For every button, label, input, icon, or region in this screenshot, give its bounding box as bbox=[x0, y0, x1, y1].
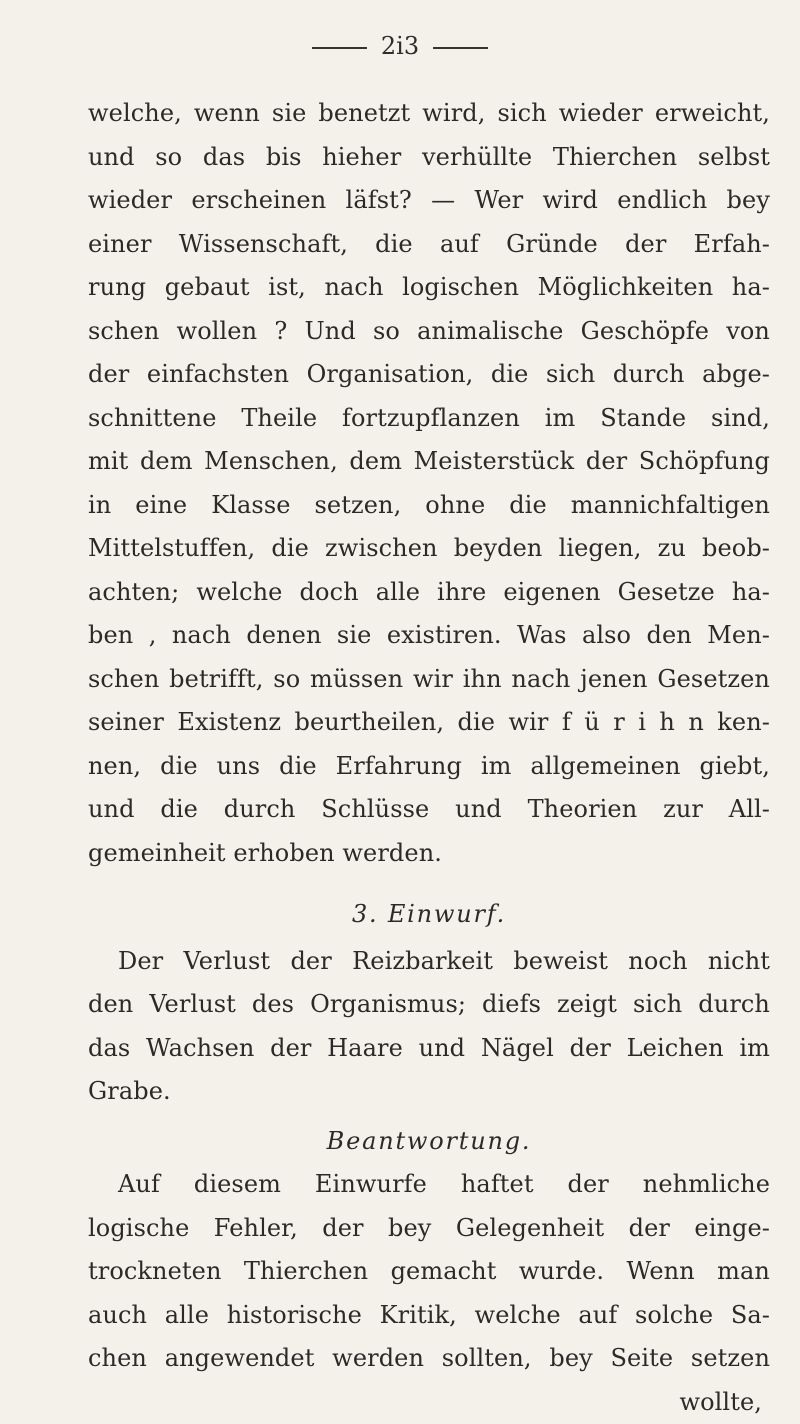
text-line: mit dem Menschen, dem Meisterstück der Schöpfung bbox=[88, 440, 770, 484]
text-line: achten; welche doch alle ihre eigenen Gesetze ha- bbox=[88, 571, 770, 615]
text-line: schen wollen ? Und so animalische Geschöpfe von bbox=[88, 310, 770, 354]
section-heading-einwurf: 3. Einwurf. bbox=[88, 893, 770, 937]
text-line: gemeinheit erhoben werden. bbox=[88, 832, 770, 876]
text-line: einer Wissenschaft, die auf Gründe der Erfah- bbox=[88, 223, 770, 267]
text-line: wieder erscheinen läfst? — Wer wird endlich bey bbox=[88, 179, 770, 223]
page-header bbox=[0, 34, 800, 58]
text-line: Der Verlust der Reizbarkeit beweist noch nicht bbox=[88, 940, 770, 984]
paragraph-one bbox=[88, 92, 770, 875]
text-line: logische Fehler, der bey Gelegenheit der einge- bbox=[88, 1207, 770, 1251]
header-rule-left bbox=[312, 47, 367, 49]
text-line: den Verlust des Organismus; diefs zeigt sich durch bbox=[88, 983, 770, 1027]
paragraph-three bbox=[88, 1163, 770, 1424]
text-line: Auf diesem Einwurfe haftet der nehmliche bbox=[88, 1163, 770, 1207]
text-line: rung gebaut ist, nach logischen Möglichkeiten ha- bbox=[88, 266, 770, 310]
text-line: welche, wenn sie benetzt wird, sich wieder erweicht, bbox=[88, 92, 770, 136]
text-line: trockneten Thierchen gemacht wurde. Wenn man bbox=[88, 1250, 770, 1294]
text-line: Grabe. bbox=[88, 1070, 770, 1114]
page-body bbox=[88, 92, 770, 1424]
text-line: der einfachsten Organisation, die sich durch abge- bbox=[88, 353, 770, 397]
text-line: und die durch Schlüsse und Theorien zur All- bbox=[88, 788, 770, 832]
text-line: schnittene Theile fortzupflanzen im Stande sind, bbox=[88, 397, 770, 441]
paragraph-two bbox=[88, 940, 770, 1114]
text-line: schen betrifft, so müssen wir ihn nach jenen Gesetzen bbox=[88, 658, 770, 702]
text-line: auch alle historische Kritik, welche auf solche Sa- bbox=[88, 1294, 770, 1338]
text-line: nen, die uns die Erfahrung im allgemeinen giebt, bbox=[88, 745, 770, 789]
catchword: wollte, bbox=[88, 1381, 770, 1424]
text-line: in eine Klasse setzen, ohne die mannichfaltigen bbox=[88, 484, 770, 528]
text-line: ben , nach denen sie existiren. Was also den Men- bbox=[88, 614, 770, 658]
text-line: das Wachsen der Haare und Nägel der Leichen im bbox=[88, 1027, 770, 1071]
text-line: und so das bis hieher verhüllte Thierchen selbst bbox=[88, 136, 770, 180]
text-line: seiner Existenz beurtheilen, die wir f ü r i h n ken- bbox=[88, 701, 770, 745]
header-rule-right bbox=[433, 47, 488, 49]
text-line: Mittelstuffen, die zwischen beyden liegen, zu beob- bbox=[88, 527, 770, 571]
page-number: 2i3 bbox=[381, 34, 419, 58]
section-heading-beantwortung: Beantwortung. bbox=[88, 1120, 770, 1164]
text-line: chen angewendet werden sollten, bey Seite setzen bbox=[88, 1337, 770, 1381]
